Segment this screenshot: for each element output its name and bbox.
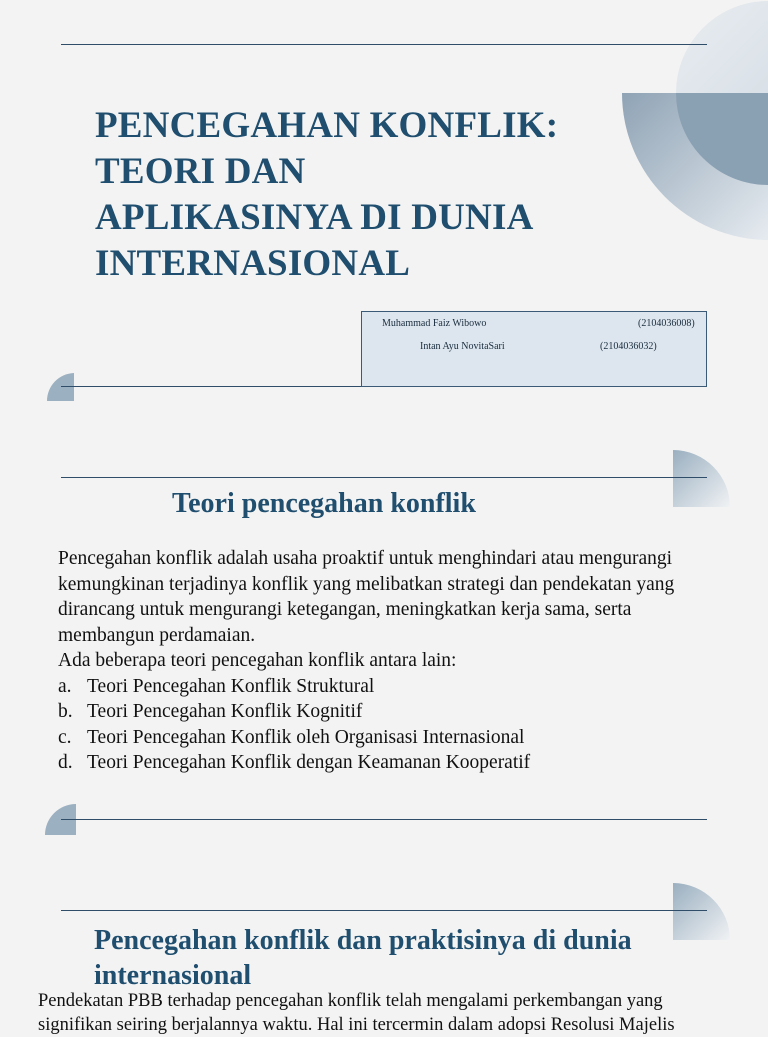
list-item [58,725,758,751]
section1-rule [61,477,707,478]
section1-heading: Teori pencegahan konflik [172,488,476,519]
paragraph-line: membangun perdamaian. [58,624,256,646]
title-line: APLIKASINYA DI DUNIA [95,197,534,238]
top-rule [61,44,707,45]
list-item [58,750,758,776]
author-name: Muhammad Faiz Wibowo [382,318,487,329]
title-line: TEORI DAN [95,151,306,192]
author-id: (2104036008) [638,318,695,329]
list-intro: Ada beberapa teori pencegahan konflik antara lain: [58,650,457,671]
list-marker: c. [58,726,72,748]
list-marker: d. [58,752,73,773]
section2-body [38,989,763,1035]
section1-bottom-rule [61,819,707,820]
section2-rule [61,910,707,911]
list-item-text: Teori Pencegahan Konflik oleh Organisasi Internasional [87,726,525,748]
title-line: INTERNASIONAL [95,243,411,284]
author-id: (2104036032) [600,341,657,352]
list-item-text: Teori Pencegahan Konflik dengan Keamanan Kooperatif [87,752,531,773]
list-item [58,699,758,725]
paragraph-line: dirancang untuk mengurangi ketegangan, meningkatkan kerja sama, serta [58,599,632,620]
paragraph-line: Pendekatan PBB terhadap pencegahan konflik telah mengalami perkembangan yang [38,991,663,1011]
heading-line: internasional [94,960,252,991]
list-item [58,674,758,700]
title-line: PENCEGAHAN KONFLIK: [95,105,559,146]
heading-line: Pencegahan konflik dan praktisinya di dunia [94,925,632,956]
page-title [95,103,615,287]
paragraph-line: kemungkinan terjadinya konflik yang melibatkan strategi dan pendekatan yang [58,573,675,595]
theory-list [58,674,758,776]
section1-body [58,546,758,776]
list-marker: a. [58,675,72,697]
list-marker: b. [58,701,73,722]
list-item-text: Teori Pencegahan Konflik Kognitif [87,701,363,722]
section2-heading [94,923,714,993]
list-item-text: Teori Pencegahan Konflik Struktural [87,675,375,697]
paragraph-line: Pencegahan konflik adalah usaha proaktif untuk menghindari atau mengurangi [58,548,673,569]
small-quarter-circle-2 [673,450,730,507]
authors-box [361,311,707,387]
author-name: Intan Ayu NovitaSari [420,341,505,352]
small-quarter-circle-1 [47,373,74,401]
paragraph-line: signifikan seiring berjalannya waktu. Hal ini tercermin dalam adopsi Resolusi Majelis [38,1015,675,1035]
